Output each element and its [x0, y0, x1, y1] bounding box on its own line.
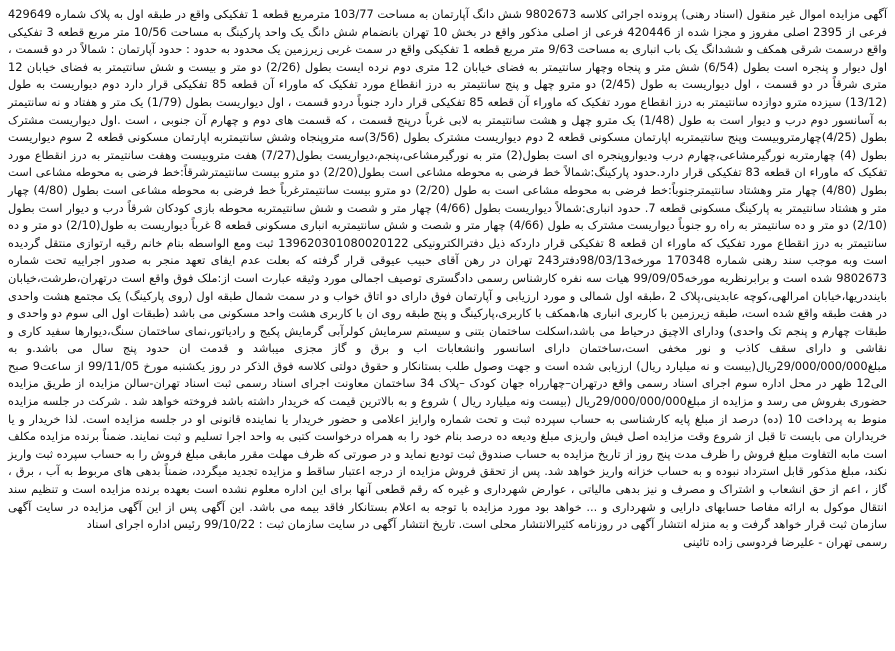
notice-signature: رسمی تهران - علیرضا فردوسی زاده تائینی	[683, 534, 887, 549]
notice-body: آگهی مزایده اموال غیر منقول (اسناد رهنی) پرونده اجرائی کلاسه 9802673 شش دانگ آپارتمان به مساحت 103/77 مترمربع قطعه 1 تفکیکی واقع در طبقه اول به پلاک شماره 429649 فرعی از 2395 اصلی مفروز و مجزا شده از 420446 فرعی از اصلی مذکور واقع در بخش 10 تهران بانضمام شش دانگ یک واحد پارکینگ به مساحت 10/56 متر مربع قطعه 3 تفکیکی واقع درسمت شرقی همکف و ششدانگ یک باب انباری به مساحت 9/63 متر مربع قطعه 1 تفکیکی واقع در سمت غربی زیرزمین یک محدود به حدود : حدود آپارتمان : شمالاً در دو قسمت ، اول دیوار و پنجره است بطول (6/54) شش متر و پنجاه وچهار سانتیمتر به فضای خیابان 12 متری دوم نرده ایست بطول (2/26) دو متر و بیست و شش سانتیمتر به فضای خیابان 12 متری شرقاً در دو قسمت ، اول دیواریست به طول (2/45) دو مترو چهل و پنج سانتیمتر به درز انقطاع مورد تفکیک که ماوراء آن قطعه 85 تفکیکی قرار دارد دوم دیواریست به طول (13/12) سیزده مترو دوازده سانتیمتر به درز انقطاع مورد تفکیک که ماوراء آن قطعه 85 تفکیکی قرار دارد جنوباً دردو قسمت ، اول دیواریست بطول (1/79) یک متر و هفتاد و نه سانتیمتر به آسانسور دوم درب و دیوار است به طول (1/48) یک مترو چهل و هشت سانتیمتر به لابی غرباً درپنج قسمت ، که قسمت های دوم و چهارم آن جنوبی ، است .اول دیواریست مشترک بطول (4/25)چهارمتروبیست وپنج سانتیمتربه اپارتمان مسکونی قطعه 2 دوم دیواریست مشترک بطول (3/56)سه متروپنجاه وشش سانتیمتربه اپارتمان مسکونی قطعه 2 سوم دیواریست بطول (4) چهارمتربه نورگیرمشاعی،چهارم درب ودیواروپنجره ای است بطول(2) متر به نورگیرمشاعی،پنجم،دیواریست بطول(7/27) هفت متروبیست وهفت سانتیمتر به درز انقطاع مورد تفکیک که ماوراء ان قطعه 83 تفکیکی قرار دارد.حدود پارکینگ:شمالاً خط فرضی به محوطه مشاعی است بطول(2/20) دو مترو بیست سانتیمترشرقاً:خط فرضی به محوطه مشاعی است بطول (4/80) چهار متر وهشتاد سانتیمترجنوباً:خط فرضی به محوطه مشاعی است به طول (2/20) دو مترو بیست سانتیمترغرباً خط فرضی به محوطه مشاعی است بطول (4/80) چهار متر و هشتاد سانتیمتر به پارکینگ مسکونی قطعه 7. حدود انباری:شمالاً دیواریست بطول (4/66) چهار متر و شصت و شش سانتیمتربه محوطه بازی کودکان شرقاً درب و دیوار است بطول (2/10) دو متر و ده سانتیمتر به راه رو جنوباً دیواریست مشترک به طول (4/66) چهار متر و شصت و شش سانتیمتربه انباری مسکونی قطعه 8 غرباً دیواریست به طول(2/10) دو متر و ده سانتیمتر به درز انقطاع مورد تفکیک که ماوراء ان قطعه 8 تفکیکی قرار داردکه ذیل دفترالکترونیکی 139620301080020122 ثبت ومع الواسطه بنام خانم رقیه ارتوازی منتقل گردیده است وبه موجب سند رهنی شماره 170348 مورخه98/03/13دفتر243 تهران در رهن آقای حبیب عیوقی قرار گرفته که بعلت عدم ایفای تعهد منجر به صدور اجراییه تحت شماره 9802673 شده است و برابرنظریه مورخه99/09/05 هیات سه نفره کارشناس رسمی دادگستری توصیف اجمالی مورد وثیقه عبارت است از:ملک فوق واقع است درتهران،طرشت،خیابان باینددریها،خیابان امرالهی،کوچه عابدینی،پلاک 2 ،طبقه اول شمالی و مورد ارزیابی و آپارتمان فوق دارای دو اتاق خواب و در سمت شمال طبقه اول (روی پارکینگ) یک مجتمع هشت واحدی در هفت طبقه واقع شده است، طبقه زیرزمین با کاربری انباری ها،همکف با کاربری،پارکینگ و پنج طبقه روی ان با کاربری هشت واحد مسکونی می باشد (طبقات اول الی سوم دو واحدی و طبقات چهارم و پنجم تک واحدی) ودارای الاچیق درحیاط می باشد،اسکلت ساختمان بتنی و سیستم سرمایش کولرآبی گرمایش پکیج و رادیاتور،نمای ساختمان سنگ،دیوارها سفید کاری و نقاشی و دارای سقف کاذب و نور مخفی است،ساختمان دارای اسانسور وانشعابات اب و برق و گاز مجزی میباشد و قدمت ان حدود پنج سال می باشد.و به مبلغ29/000/000/000ریال(بیست و نه میلیارد ریال) ارزیابی شده است و جهت وصول طلب بستانکار و حقوق دولتی کلاسه فوق الذکر در روز یکشنبه مورخ 99/11/05 از ساعت9 صبح الی12 ظهر در محل اداره سوم اجرای اسناد رسمی واقع درتهران–چهارراه جهان کودک –پلاک 34 ساختمان معاونت اجرای اسناد رسمی ثبت اسناد تهران-سالن مزایده از طریق مزایده حضوری بفروش می رسد و مزایده از مبلغ29/000/000/000ریال (بیست ونه میلیارد ریال ) شروع و به بالاترین قیمت که خریدار داشته باشد فروخته خواهد شد . شرکت در جلسه مزایده منوط به پرداخت 10 (ده) درصد از مبلغ پایه کارشناسی به حساب سپرده ثبت و تحت شماره وارایز اعلامی و حضور خریدار یا نماینده قانونی او در جلسه مزایده است. لذا خریدار و یا خریداران می بایست تا قبل از شروع وقت مزایده اصل فیش واریزی مبلغ ودیعه ده درصد بنام خود را به همراه درخواست کتبی به واحد اجرا تسلیم و ثبت نمایند. ضمناً برنده مزایده مکلف است مابه التفاوت مبلغ فروش را ظرف مدت پنج روز از تاریخ مزایده به حساب صندوق ثبت تودیع نماید و در صورتی که ظرف مهلت مقرر مابقی مبلغ فروش را به حساب سپرده ثبت واریز نکند، مبلغ مذکور قابل استرداد نبوده و به حساب خزانه واریز خواهد شد. پس از تحقق فروش مزایده از درجه اعتبار ساقط و مزایده تجدید میگردد، ضمناً بدهی های مربوط به آب ، برق ، گاز ، اعم از حق انشعاب و اشتراک و مصرف و نیز بدهی مالیاتی ، عوارض شهرداری و غیره که رقم قطعی آنها برای این اداره معلوم نشده است بعهده برنده مزایده است و تنظیم سند انتقال موکول به ارائه مفاصا حسابهای دارایی و شهرداری و ... خواهد بود مورد مزایده با توجه به اعلام بستانکار فاقد بیمه می باشد. این آگهی پس از این آگهی مزایده در سایت آگهی سازمان ثبت قرار خواهد گرفت و به منزله انتشار آگهی در روزنامه کثیرالانتشار محلی است. تاریخ انتشار آگهی در سایت سازمان ثبت : 99/10/22 رئیس اداره اجرای اسناد	[8, 7, 888, 532]
